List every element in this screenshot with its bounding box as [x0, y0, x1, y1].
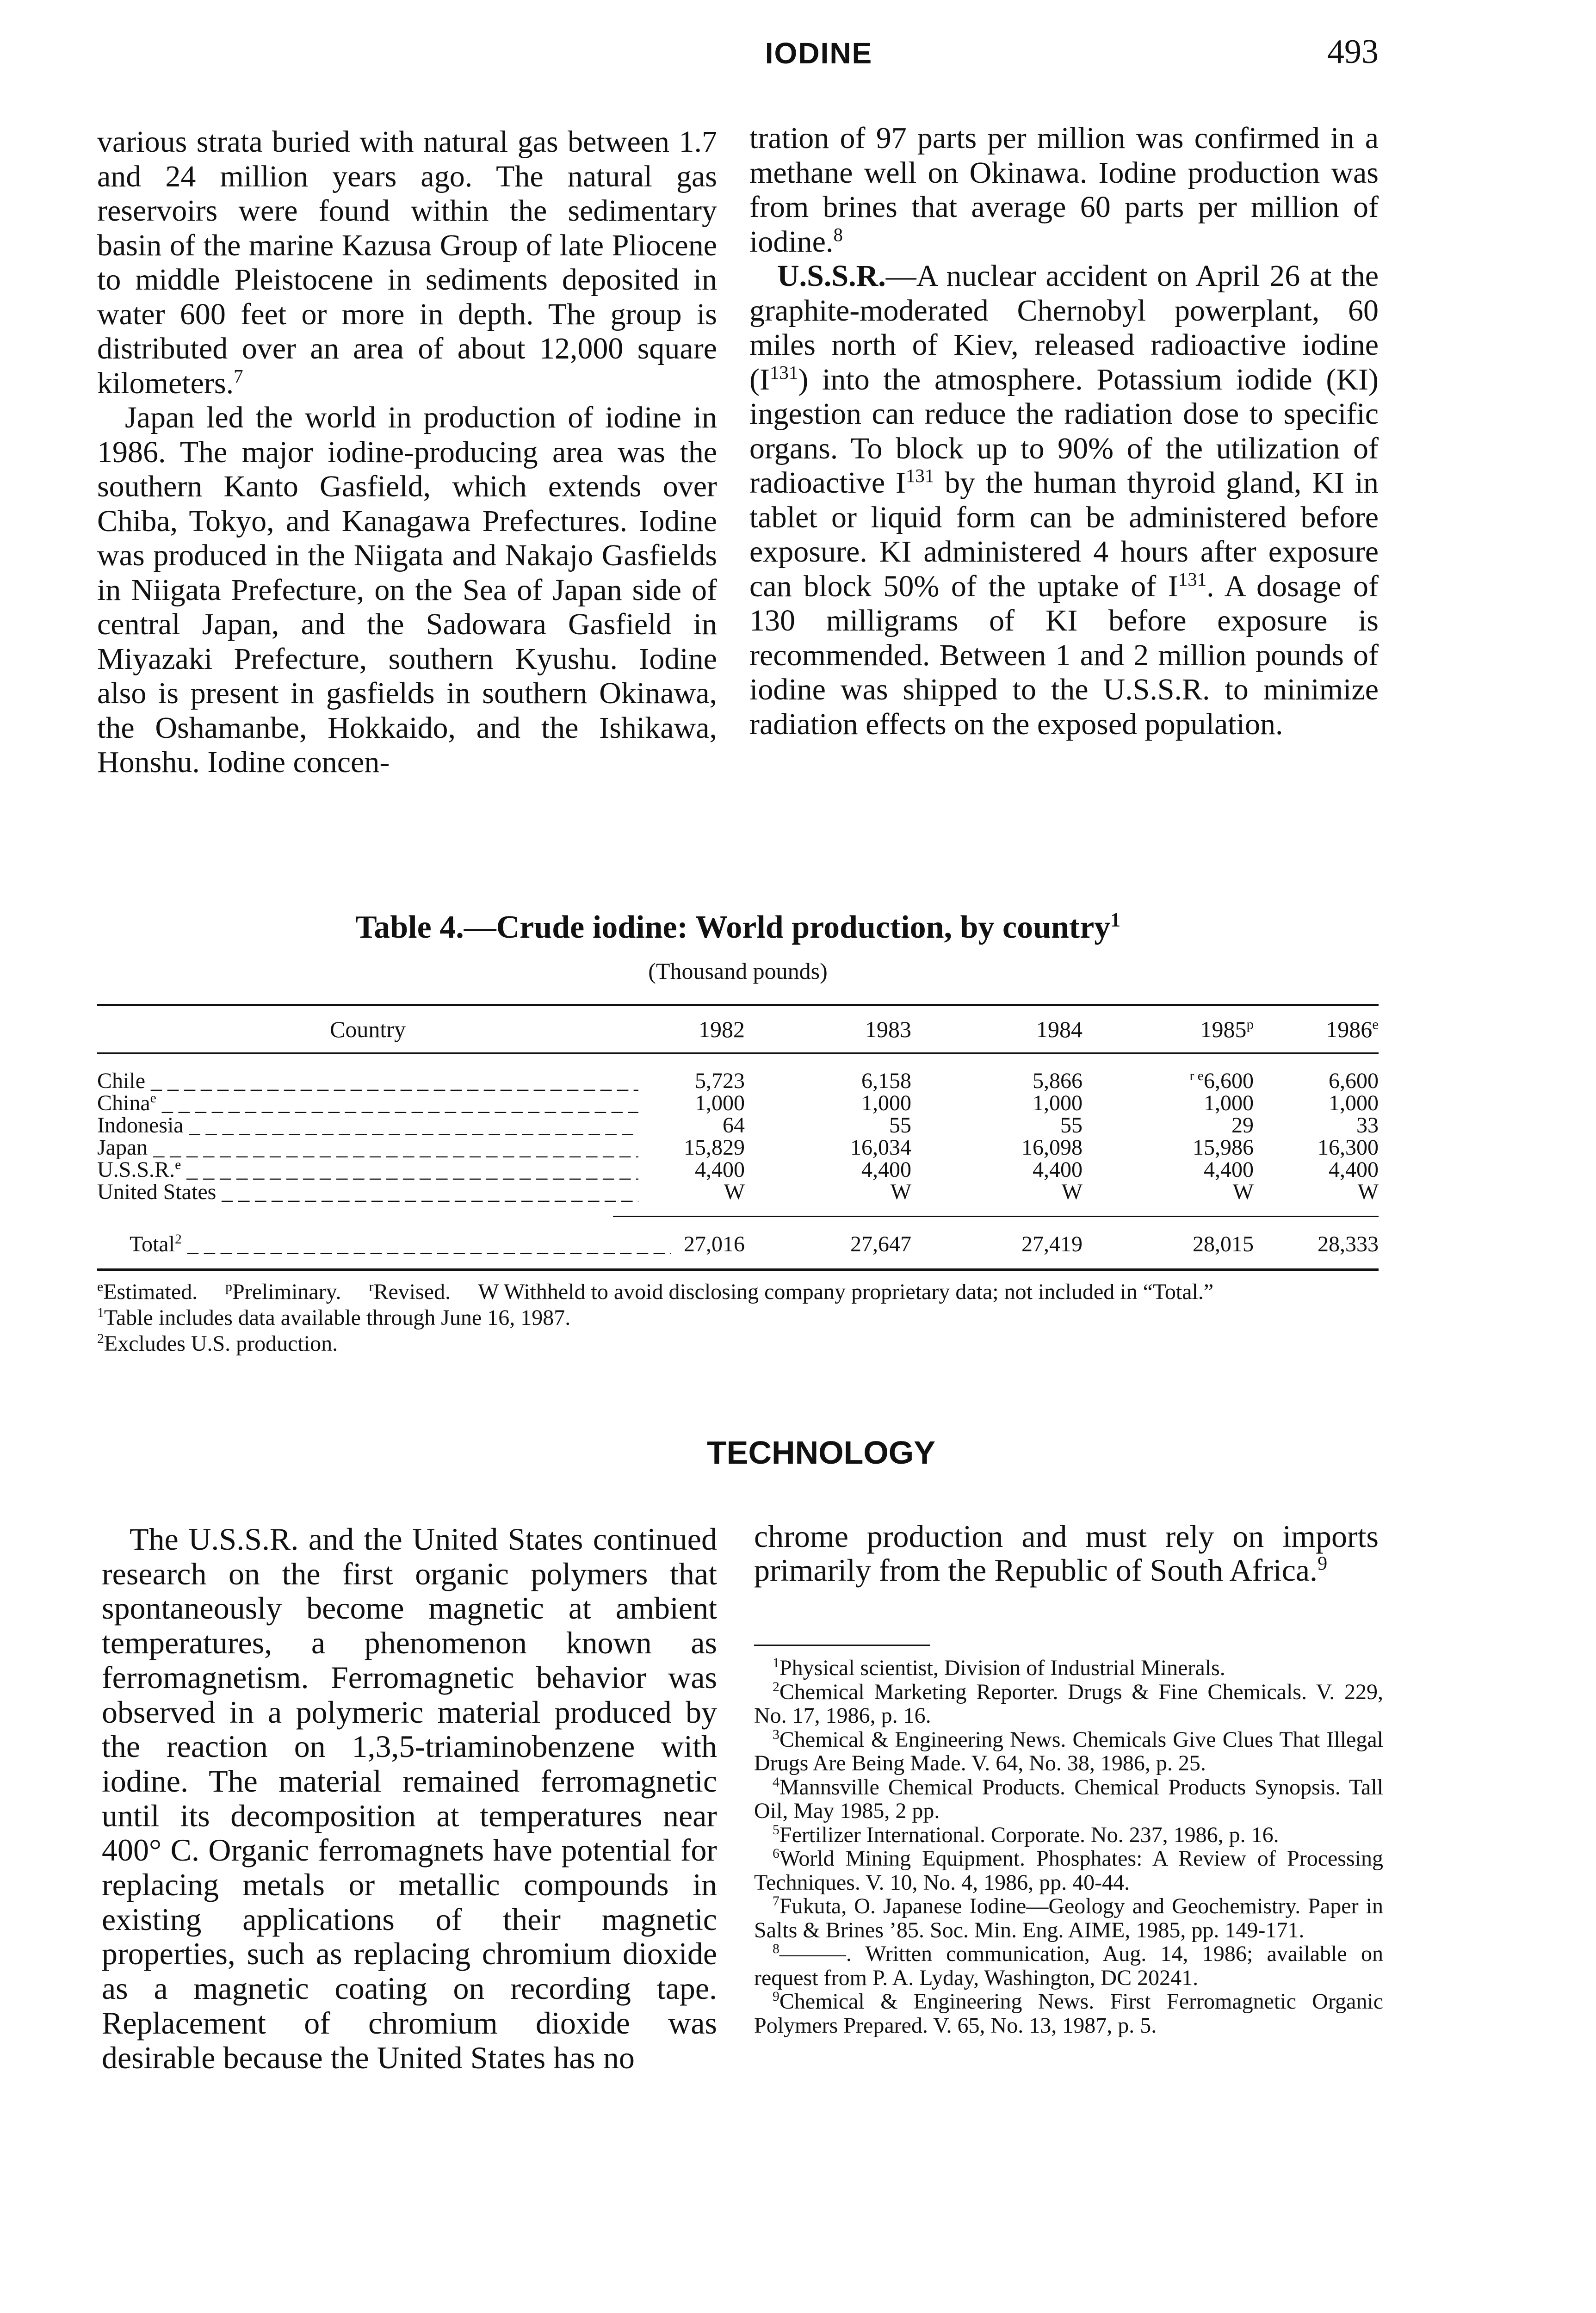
row-country: United States _ _ _	[97, 1181, 638, 1204]
cell-1985: 4,400	[1204, 1157, 1254, 1182]
cell-1982: 4,400	[695, 1157, 745, 1182]
cell-1984: 55	[1060, 1113, 1083, 1138]
total-1986: 28,333	[1318, 1232, 1379, 1256]
cell-1986: 4,400	[1329, 1157, 1379, 1182]
cell-1982: 64	[723, 1113, 745, 1138]
row-country: China$^e$ _ _ _	[97, 1092, 638, 1115]
paragraph-chrome: chrome production and must rely on imports primarily from the Republic of South Africa.$^9$	[754, 1519, 1379, 1588]
table-total-row	[97, 1233, 1379, 1256]
table-top-rule	[97, 1004, 1379, 1006]
table-note-1: $^1$Table includes data available through June 16, 1987.	[97, 1305, 571, 1330]
cell-1983: 16,034	[850, 1135, 911, 1160]
paragraph-okinawa: tration of 97 parts per million was confirmed in a methane well on Okinawa. Iodine production was from brines that average 60 parts per million of iodine.$^8$	[749, 121, 1379, 259]
table-row	[97, 1136, 1379, 1159]
footnote: $^3$Chemical & Engineering News. Chemicals Give Clues That Illegal Drugs Are Being Made. V. 64, No. 38, 1986, p. 25.	[754, 1726, 1383, 1775]
table-total-rule	[613, 1216, 1379, 1217]
table-row	[97, 1158, 1379, 1181]
paragraph-japan: Japan led the world in production of iodine in 1986. The major iodine-producing area was the southern Kanto Gasfield, which extends over Chiba, Tokyo, and Kanagawa Prefectures. Iodine was produced in the Niigata and Nakajo Gasfields in Niigata Prefecture, on the Sea of Japan side of central Japan, and the Sadowara Gasfield in Miyazaki Prefecture, southern Kyushu. Iodine also is present in gasfields in southern Okinawa, the Oshamanbe, Hokkaido, and the Ishikawa, Honshu. Iodine concen-	[97, 401, 717, 779]
footnotes	[754, 1656, 1383, 2037]
table-row	[97, 1114, 1379, 1137]
footnote: $^7$Fukuta, O. Japanese Iodine—Geology and Geochemistry. Paper in Salts & Brines ’85. Soc. Min. Eng. AIME, 1985, pp. 149-171.	[754, 1893, 1383, 1942]
cell-1983: 6,158	[861, 1069, 911, 1093]
body-right-column	[749, 121, 1379, 742]
total-label: Total$^2$ _ _ _	[97, 1233, 671, 1256]
total-1983: 27,647	[850, 1232, 911, 1256]
cell-1986: 16,300	[1318, 1135, 1379, 1160]
table-row	[97, 1092, 1379, 1115]
footnote: $^8$———. Written communication, Aug. 14, 1986; available on request from P. A. Lyday, Washington, DC 20241.	[754, 1941, 1383, 1990]
cell-1986: W	[1357, 1180, 1379, 1204]
technology-right-column	[754, 1520, 1379, 1587]
cell-1986: 33	[1356, 1113, 1379, 1138]
cell-1982: 1,000	[695, 1091, 745, 1115]
cell-1984: 1,000	[1033, 1091, 1083, 1115]
footnote: $^4$Mannsville Chemical Products. Chemical Products Synopsis. Tall Oil, May 1985, 2 pp.	[754, 1774, 1383, 1823]
section-heading-technology: TECHNOLOGY	[707, 1435, 935, 1471]
footnote-rule	[754, 1645, 930, 1646]
row-country: U.S.S.R.$^e$ _ _ _	[97, 1158, 638, 1181]
technology-left-column	[102, 1522, 717, 2075]
table-notes	[97, 1279, 1379, 1357]
cell-1985: $^{r e}$6,600	[1189, 1068, 1254, 1093]
cell-1985: 1,000	[1204, 1091, 1254, 1115]
header-1986: 1986e	[1326, 1016, 1379, 1042]
header-1985: 1985$^p$	[1200, 1016, 1254, 1042]
cell-1983: 4,400	[861, 1157, 911, 1182]
total-1985: 28,015	[1193, 1232, 1254, 1256]
header-1982: 1982	[699, 1016, 745, 1042]
cell-1983: 1,000	[861, 1091, 911, 1115]
header-country: Country	[330, 1016, 406, 1042]
cell-1982: W	[724, 1180, 745, 1204]
footnote: $^1$Physical scientist, Division of Industrial Minerals.	[773, 1655, 1225, 1680]
cell-1984: W	[1061, 1180, 1083, 1204]
cell-1982: 15,829	[684, 1135, 745, 1160]
footnote: $^6$World Mining Equipment. Phosphates: A Review of Processing Techniques. V. 10, No. 4, 1986, pp. 40-44.	[754, 1846, 1383, 1895]
table-header-rule	[97, 1052, 1379, 1054]
footnote: $^5$Fertilizer International. Corporate. No. 237, 1986, p. 16.	[773, 1822, 1279, 1847]
cell-1986: 1,000	[1329, 1091, 1379, 1115]
cell-1984: 5,866	[1033, 1069, 1083, 1093]
row-country: Indonesia _ _ _	[97, 1114, 638, 1137]
table-bottom-rule	[97, 1268, 1379, 1271]
total-1984: 27,419	[1021, 1232, 1083, 1256]
table-note-legend: $^e$Estimated. $^p$Preliminary. $^r$Revised. W Withheld to avoid disclosing company proprietary data; not included in “Total.”	[97, 1279, 1214, 1304]
table-title: Table 4.—Crude iodine: World production, by country$^1$	[355, 909, 1121, 945]
table-row	[97, 1070, 1379, 1093]
cell-1985: W	[1232, 1180, 1254, 1204]
paragraph-strata: various strata buried with natural gas between 1.7 and 24 million years ago. The natural gas reservoirs were found within the sedimentary basin of the marine Kazusa Group of late Pliocene to middle Pleistocene in sediments deposited in water 600 feet or more in depth. The group is distributed over an area of about 12,000 square kilometers.$^7$	[97, 125, 717, 400]
header-1983: 1983	[865, 1016, 911, 1042]
cell-1983: W	[890, 1180, 911, 1204]
paragraph-ferromagnetism: The U.S.S.R. and the United States continued research on the first organic polymers that spontaneously become magnetic at ambient temperatures, a phenomenon known as ferromagnetism. Ferromagnetic behavior was observed in a polymeric material produced by the reaction on 1,3,5-triaminobenzene with iodine. The material remained ferromagnetic until its decomposition at temperatures near 400° C. Organic ferromagnets have potential for replacing metals or metallic compounds in existing applications of their magnetic properties, such as replacing chromium dioxide as a magnetic coating on recording tape. Replacement of chromium dioxide was desirable because the United States has no	[102, 1521, 717, 2075]
paragraph-ussr: U.S.S.R.—A nuclear accident on April 26 at the graphite-moderated Chernobyl powerplant, 60 miles north of Kiev, released radioactive iodine $(I^{131})$ into the atmosphere. Potassium iodide (KI) ingestion can reduce the radiation dose to specific organs. To block up to 90% of the utilization of radioactive $I^{131}$ by the human thyroid gland, KI in tablet or liquid form can be administered before exposure. KI administered 4 hours after exposure can block 50% of the uptake of $I^{131}$. A dosage of 130 milligrams of KI before exposure is recommended. Between 1 and 2 million pounds of iodine was shipped to the U.S.S.R. to minimize radiation effects on the exposed population.	[749, 259, 1379, 741]
header-1984: 1984	[1036, 1016, 1083, 1042]
cell-1984: 4,400	[1033, 1157, 1083, 1182]
table-note-2: $^2$Excludes U.S. production.	[97, 1331, 338, 1356]
table-units: (Thousand pounds)	[648, 958, 828, 984]
table-row	[97, 1181, 1379, 1204]
cell-1983: 55	[889, 1113, 911, 1138]
footnote: $^2$Chemical Marketing Reporter. Drugs & Fine Chemicals. V. 229, No. 17, 1986, p. 16.	[754, 1679, 1383, 1728]
running-head: IODINE	[765, 37, 873, 70]
total-1982: 27,016	[684, 1232, 745, 1256]
table-header-row	[97, 1018, 1379, 1041]
page-number: 493	[1327, 33, 1379, 71]
cell-1986: 6,600	[1329, 1069, 1379, 1093]
row-country: Japan _ _ _	[97, 1136, 638, 1159]
row-country: Chile _ _ _	[97, 1070, 638, 1093]
footnote: $^9$Chemical & Engineering News. First Ferromagnetic Organic Polymers Prepared. V. 65, No. 13, 1987, p. 5.	[754, 1989, 1383, 2038]
cell-1985: 15,986	[1193, 1135, 1254, 1160]
cell-1985: 29	[1231, 1113, 1254, 1138]
body-left-column	[97, 125, 717, 780]
cell-1984: 16,098	[1021, 1135, 1083, 1160]
cell-1982: 5,723	[695, 1069, 745, 1093]
